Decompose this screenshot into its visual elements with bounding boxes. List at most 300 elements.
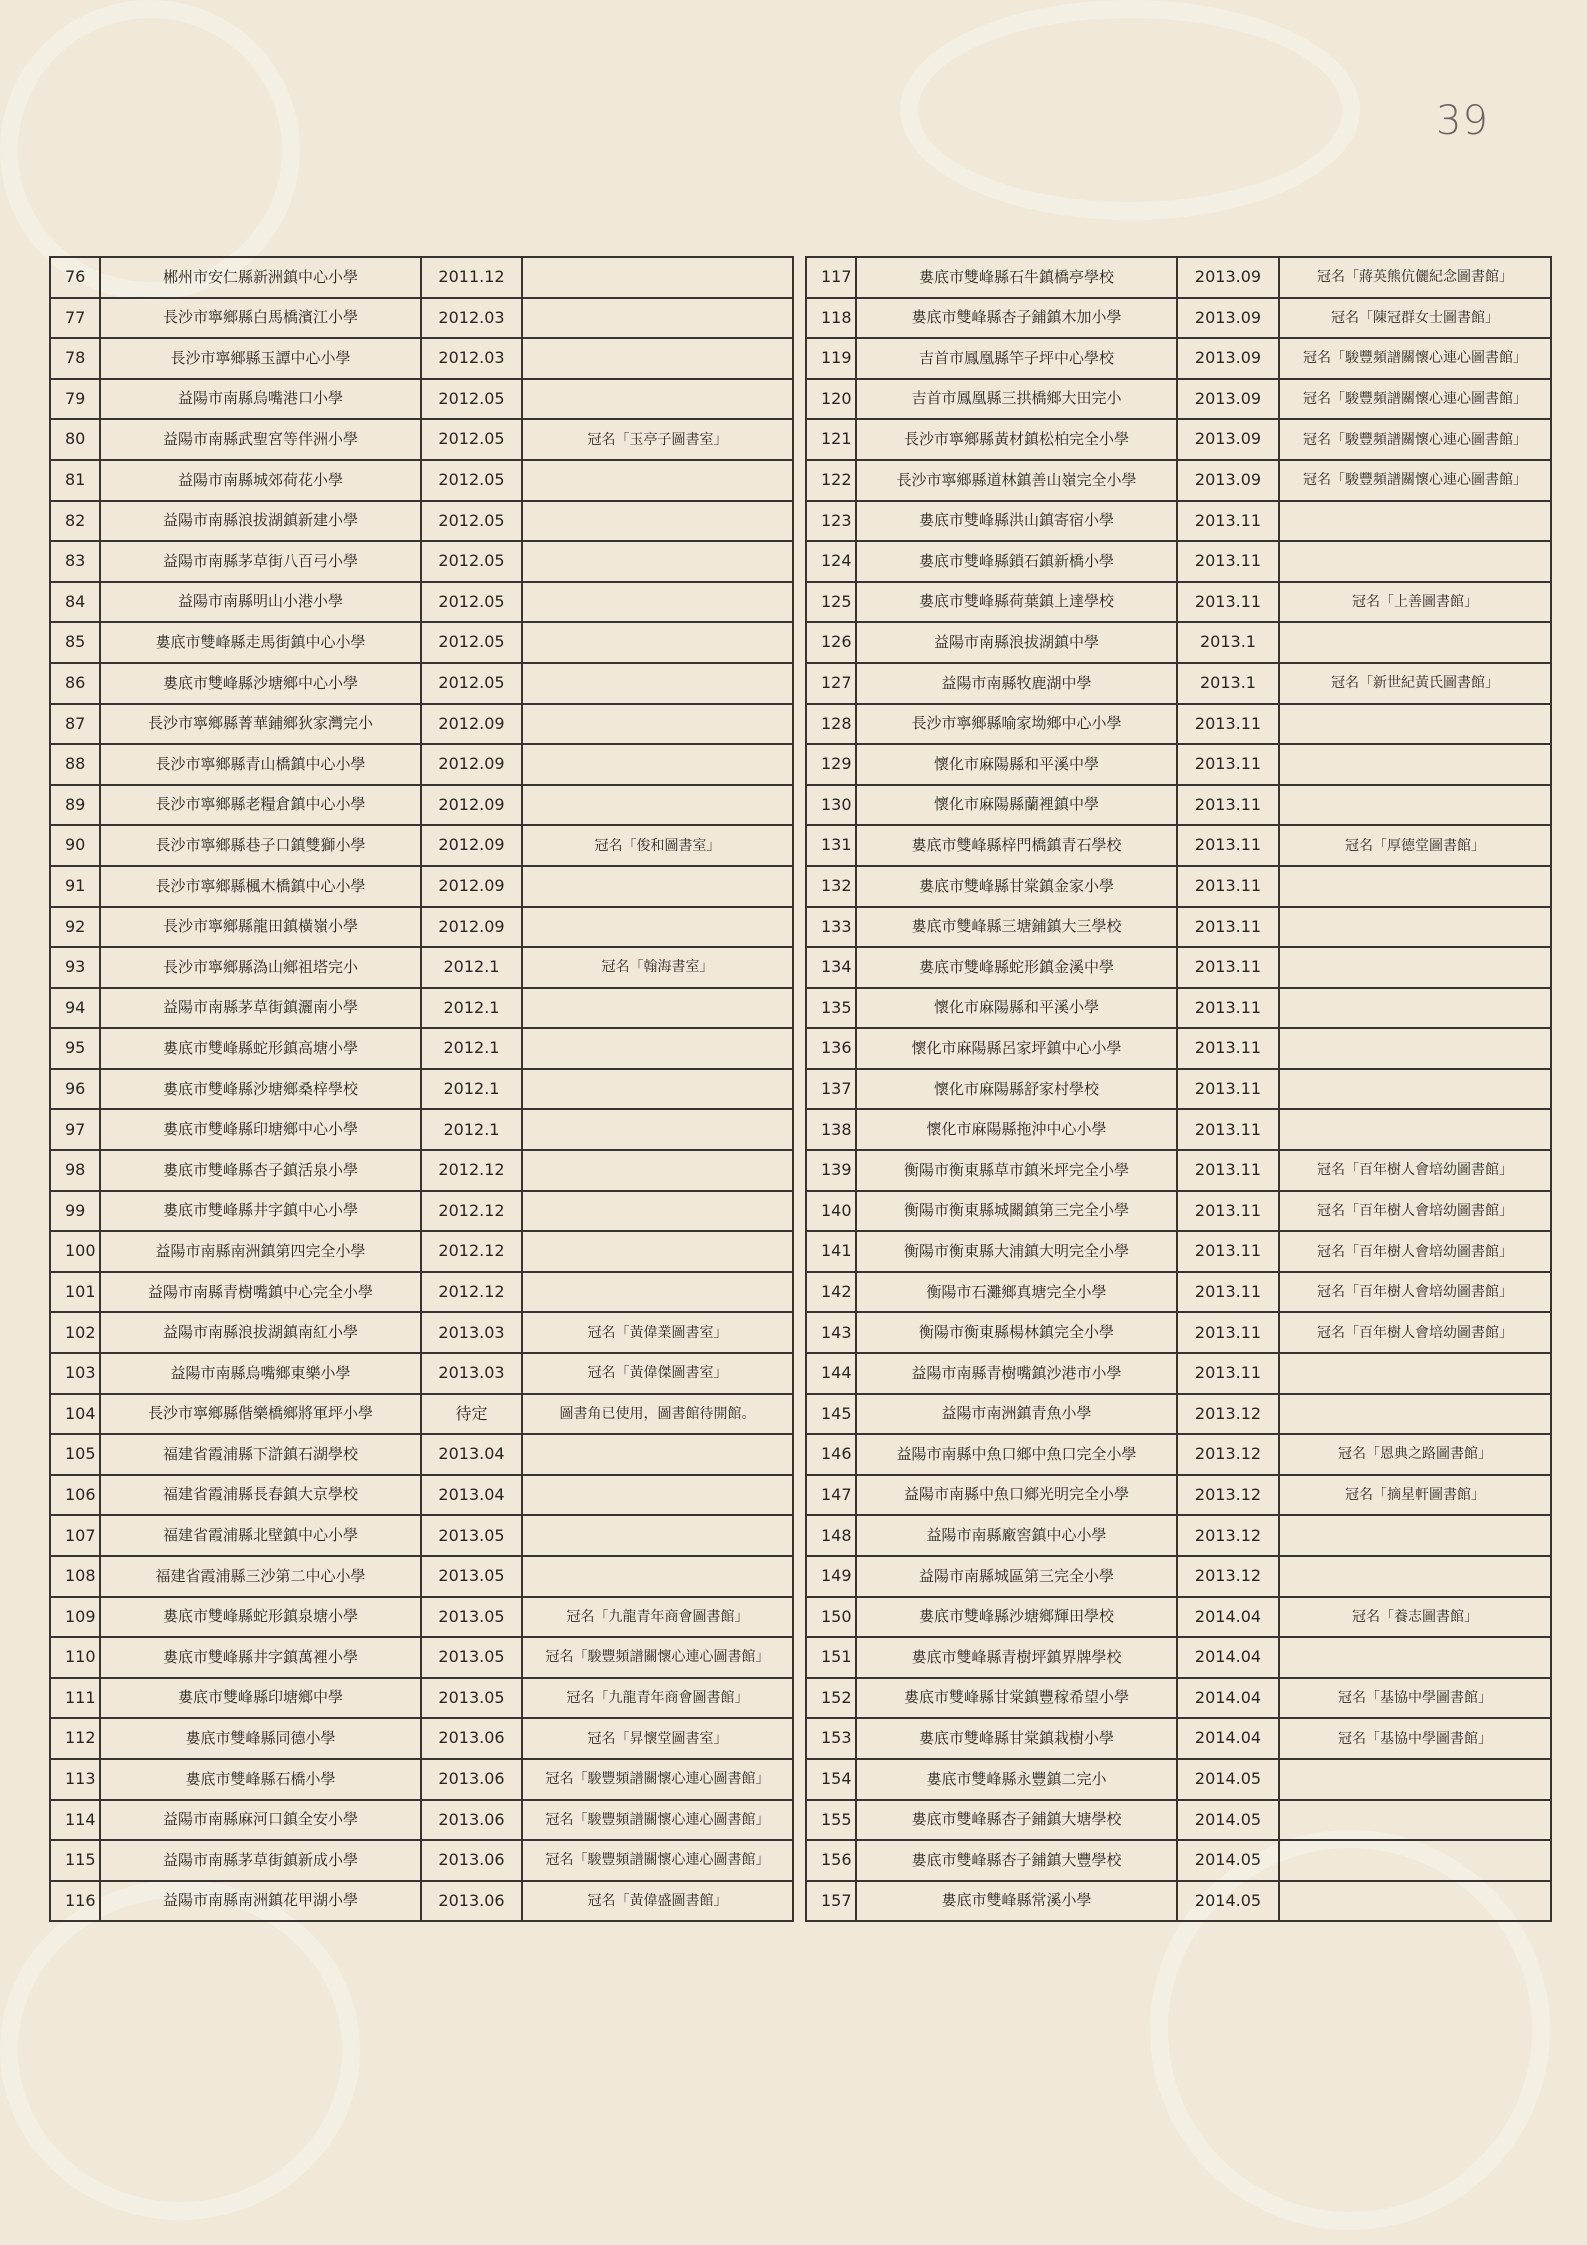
library-name: 冠名「上善圖書館」	[1279, 582, 1551, 623]
table-row	[50, 1069, 793, 1110]
row-number: 96	[50, 1069, 100, 1110]
school-name: 益陽市南縣茅草街鎮灑南小學	[100, 988, 421, 1029]
completion-date: 2012.09	[421, 785, 522, 826]
completion-date: 2012.05	[421, 541, 522, 582]
completion-date: 2012.09	[421, 704, 522, 745]
completion-date: 2012.05	[421, 663, 522, 704]
completion-date: 2012.1	[421, 988, 522, 1029]
library-name	[1279, 744, 1551, 785]
library-name	[1279, 1840, 1551, 1881]
school-name: 益陽市南縣茅草街八百弓小學	[100, 541, 421, 582]
school-list-table-left	[49, 256, 794, 1922]
table-row	[806, 1150, 1551, 1191]
row-number: 86	[50, 663, 100, 704]
completion-date: 2012.09	[421, 907, 522, 948]
completion-date: 2013.1	[1177, 622, 1279, 663]
row-number: 93	[50, 947, 100, 988]
completion-date: 2013.11	[1177, 1069, 1279, 1110]
school-list-table-right	[805, 256, 1552, 1922]
school-name: 婁底市雙峰縣鎖石鎮新橋小學	[856, 541, 1177, 582]
table-row	[50, 663, 793, 704]
completion-date: 2012.12	[421, 1272, 522, 1313]
table-row	[806, 419, 1551, 460]
library-name	[522, 907, 793, 948]
school-name: 婁底市雙峰縣走馬街鎮中心小學	[100, 622, 421, 663]
completion-date: 2012.09	[421, 744, 522, 785]
library-name	[1279, 1637, 1551, 1678]
row-number: 143	[806, 1312, 856, 1353]
row-number: 120	[806, 379, 856, 420]
completion-date: 2013.11	[1177, 825, 1279, 866]
school-name: 婁底市雙峰縣蛇形鎮泉塘小學	[100, 1597, 421, 1638]
completion-date: 2012.1	[421, 1069, 522, 1110]
completion-date: 待定	[421, 1394, 522, 1435]
row-number: 97	[50, 1109, 100, 1150]
library-name	[1279, 541, 1551, 582]
school-name: 益陽市南縣南洲鎮花甲湖小學	[100, 1881, 421, 1922]
library-name	[522, 704, 793, 745]
completion-date: 2013.12	[1177, 1556, 1279, 1597]
school-name: 長沙市寧鄉縣道林鎮善山嶺完全小學	[856, 460, 1177, 501]
completion-date: 2013.09	[1177, 298, 1279, 339]
table-row	[806, 988, 1551, 1029]
school-name: 益陽市南縣烏嘴鄉東樂小學	[100, 1353, 421, 1394]
library-name: 冠名「駿豐頻譜關懷心連心圖書館」	[1279, 338, 1551, 379]
row-number: 155	[806, 1800, 856, 1841]
school-name: 福建省霞浦縣三沙第二中心小學	[100, 1556, 421, 1597]
school-name: 長沙市寧鄉縣龍田鎮橫嶺小學	[100, 907, 421, 948]
school-name: 懷化市麻陽縣呂家坪鎮中心小學	[856, 1028, 1177, 1069]
row-number: 148	[806, 1515, 856, 1556]
completion-date: 2013.03	[421, 1353, 522, 1394]
school-name: 婁底市雙峰縣石橋小學	[100, 1759, 421, 1800]
table-row	[50, 866, 793, 907]
library-name: 冠名「黃偉傑圖書室」	[522, 1353, 793, 1394]
row-number: 87	[50, 704, 100, 745]
school-name: 福建省霞浦縣長春鎮大京學校	[100, 1475, 421, 1516]
table-row	[806, 1800, 1551, 1841]
school-name: 婁底市雙峰縣印塘鄉中學	[100, 1678, 421, 1719]
table-row	[50, 257, 793, 298]
table-row	[50, 744, 793, 785]
table-row	[50, 1109, 793, 1150]
library-name	[1279, 1069, 1551, 1110]
completion-date: 2013.09	[1177, 419, 1279, 460]
library-name	[522, 1272, 793, 1313]
school-name: 長沙市寧鄉縣溈山鄉祖塔完小	[100, 947, 421, 988]
completion-date: 2013.11	[1177, 744, 1279, 785]
completion-date: 2013.04	[421, 1475, 522, 1516]
completion-date: 2012.03	[421, 298, 522, 339]
row-number: 112	[50, 1718, 100, 1759]
library-name	[522, 1434, 793, 1475]
row-number: 109	[50, 1597, 100, 1638]
row-number: 108	[50, 1556, 100, 1597]
row-number: 136	[806, 1028, 856, 1069]
table-row	[50, 1434, 793, 1475]
table-row	[806, 1434, 1551, 1475]
table-row	[50, 825, 793, 866]
table-row	[50, 379, 793, 420]
library-name: 冠名「基協中學圖書館」	[1279, 1678, 1551, 1719]
completion-date: 2014.05	[1177, 1759, 1279, 1800]
row-number: 145	[806, 1394, 856, 1435]
library-name: 冠名「百年樹人會培幼圖書館」	[1279, 1272, 1551, 1313]
completion-date: 2013.11	[1177, 907, 1279, 948]
library-name	[522, 1556, 793, 1597]
library-name: 冠名「陳冠群女士圖書館」	[1279, 298, 1551, 339]
library-name	[522, 1150, 793, 1191]
table-row	[806, 1312, 1551, 1353]
school-name: 婁底市雙峰縣杏子鋪鎮木加小學	[856, 298, 1177, 339]
completion-date: 2013.11	[1177, 866, 1279, 907]
school-name: 長沙市寧鄉縣巷子口鎮雙獅小學	[100, 825, 421, 866]
table-row	[50, 704, 793, 745]
completion-date: 2013.11	[1177, 1312, 1279, 1353]
library-name	[522, 622, 793, 663]
school-name: 益陽市南洲鎮青魚小學	[856, 1394, 1177, 1435]
table-row	[50, 1800, 793, 1841]
table-row	[806, 1759, 1551, 1800]
school-name: 婁底市雙峰縣甘棠鎮金家小學	[856, 866, 1177, 907]
table-row	[806, 582, 1551, 623]
school-name: 益陽市南縣青樹嘴鎮中心完全小學	[100, 1272, 421, 1313]
table-row	[50, 1840, 793, 1881]
table-row	[806, 541, 1551, 582]
school-name: 懷化市麻陽縣和平溪小學	[856, 988, 1177, 1029]
school-name: 婁底市雙峰縣青樹坪鎮界牌學校	[856, 1637, 1177, 1678]
page-number: 39	[1436, 98, 1489, 144]
library-name	[522, 1191, 793, 1232]
school-name: 婁底市雙峰縣蛇形鎮金溪中學	[856, 947, 1177, 988]
row-number: 104	[50, 1394, 100, 1435]
table-row	[50, 1272, 793, 1313]
completion-date: 2013.11	[1177, 1353, 1279, 1394]
table-row	[806, 1353, 1551, 1394]
library-name	[522, 338, 793, 379]
library-name	[1279, 988, 1551, 1029]
school-name: 婁底市雙峰縣沙塘鄉桑梓學校	[100, 1069, 421, 1110]
school-name: 長沙市寧鄉縣青山橋鎮中心小學	[100, 744, 421, 785]
completion-date: 2012.1	[421, 1028, 522, 1069]
library-name	[1279, 1800, 1551, 1841]
table-row	[50, 988, 793, 1029]
completion-date: 2011.12	[421, 257, 522, 298]
table-row	[806, 1881, 1551, 1922]
school-name: 衡陽市石灘鄉真塘完全小學	[856, 1272, 1177, 1313]
row-number: 132	[806, 866, 856, 907]
row-number: 94	[50, 988, 100, 1029]
library-name: 冠名「養志圖書館」	[1279, 1597, 1551, 1638]
library-name	[522, 1515, 793, 1556]
library-name	[522, 298, 793, 339]
library-name: 冠名「百年樹人會培幼圖書館」	[1279, 1150, 1551, 1191]
completion-date: 2013.11	[1177, 947, 1279, 988]
library-name	[1279, 704, 1551, 745]
school-name: 懷化市麻陽縣蘭裡鎮中學	[856, 785, 1177, 826]
school-name: 益陽市南縣武聖宮等伴洲小學	[100, 419, 421, 460]
school-name: 郴州市安仁縣新洲鎮中心小學	[100, 257, 421, 298]
library-name: 冠名「基協中學圖書館」	[1279, 1718, 1551, 1759]
table-row	[50, 1312, 793, 1353]
completion-date: 2013.11	[1177, 988, 1279, 1029]
table-row	[806, 825, 1551, 866]
library-name: 冠名「黃偉盛圖書館」	[522, 1881, 793, 1922]
table-row	[50, 1637, 793, 1678]
school-name: 益陽市南縣中魚口鄉光明完全小學	[856, 1475, 1177, 1516]
table-row	[50, 1881, 793, 1922]
library-name	[522, 663, 793, 704]
library-name: 冠名「駿豐頻譜關懷心連心圖書館」	[522, 1637, 793, 1678]
row-number: 135	[806, 988, 856, 1029]
table-row	[806, 1191, 1551, 1232]
table-row	[50, 541, 793, 582]
school-name: 益陽市南縣浪拔湖鎮新建小學	[100, 501, 421, 542]
school-name: 懷化市麻陽縣和平溪中學	[856, 744, 1177, 785]
completion-date: 2014.04	[1177, 1718, 1279, 1759]
completion-date: 2013.04	[421, 1434, 522, 1475]
table-row	[50, 1475, 793, 1516]
table-row	[806, 1272, 1551, 1313]
table-row	[50, 1515, 793, 1556]
school-name: 婁底市雙峰縣同德小學	[100, 1718, 421, 1759]
school-name: 婁底市雙峰縣梓門橋鎮青石學校	[856, 825, 1177, 866]
table-row	[50, 1150, 793, 1191]
table-row	[806, 947, 1551, 988]
table-row	[50, 1231, 793, 1272]
table-row	[50, 1556, 793, 1597]
row-number: 89	[50, 785, 100, 826]
table-row	[806, 379, 1551, 420]
row-number: 121	[806, 419, 856, 460]
library-name: 冠名「駿豐頻譜關懷心連心圖書館」	[1279, 379, 1551, 420]
school-name: 婁底市雙峰縣印塘鄉中心小學	[100, 1109, 421, 1150]
completion-date: 2013.09	[1177, 379, 1279, 420]
row-number: 115	[50, 1840, 100, 1881]
library-name	[522, 744, 793, 785]
library-name: 冠名「新世紀黃氏圖書館」	[1279, 663, 1551, 704]
table-row	[50, 947, 793, 988]
school-name: 婁底市雙峰縣洪山鎮寄宿小學	[856, 501, 1177, 542]
school-name: 婁底市雙峰縣甘棠鎮豐稼希望小學	[856, 1678, 1177, 1719]
completion-date: 2013.09	[1177, 257, 1279, 298]
row-number: 76	[50, 257, 100, 298]
row-number: 99	[50, 1191, 100, 1232]
table-row	[806, 704, 1551, 745]
library-name: 冠名「俊和圖書室」	[522, 825, 793, 866]
completion-date: 2013.12	[1177, 1475, 1279, 1516]
row-number: 103	[50, 1353, 100, 1394]
library-name: 冠名「駿豐頻譜關懷心連心圖書館」	[522, 1840, 793, 1881]
completion-date: 2012.12	[421, 1231, 522, 1272]
table-row	[50, 582, 793, 623]
row-number: 154	[806, 1759, 856, 1800]
table-row	[50, 298, 793, 339]
school-name: 婁底市雙峰縣杏子鎮活泉小學	[100, 1150, 421, 1191]
completion-date: 2012.1	[421, 1109, 522, 1150]
completion-date: 2013.11	[1177, 541, 1279, 582]
row-number: 140	[806, 1191, 856, 1232]
row-number: 139	[806, 1150, 856, 1191]
school-name: 婁底市雙峰縣永豐鎮二完小	[856, 1759, 1177, 1800]
library-name	[1279, 1556, 1551, 1597]
row-number: 105	[50, 1434, 100, 1475]
completion-date: 2012.12	[421, 1150, 522, 1191]
row-number: 82	[50, 501, 100, 542]
table-row	[50, 1678, 793, 1719]
school-name: 吉首市鳳凰縣竿子坪中心學校	[856, 338, 1177, 379]
library-name	[522, 582, 793, 623]
completion-date: 2012.05	[421, 460, 522, 501]
completion-date: 2013.12	[1177, 1434, 1279, 1475]
row-number: 144	[806, 1353, 856, 1394]
library-name	[522, 541, 793, 582]
school-name: 婁底市雙峰縣井字鎮萬裡小學	[100, 1637, 421, 1678]
table-row	[806, 298, 1551, 339]
row-number: 95	[50, 1028, 100, 1069]
row-number: 152	[806, 1678, 856, 1719]
school-name: 益陽市南縣浪拔湖鎮南紅小學	[100, 1312, 421, 1353]
row-number: 126	[806, 622, 856, 663]
completion-date: 2012.12	[421, 1191, 522, 1232]
row-number: 84	[50, 582, 100, 623]
library-name	[1279, 947, 1551, 988]
school-name: 衡陽市衡東縣大浦鎮大明完全小學	[856, 1231, 1177, 1272]
row-number: 127	[806, 663, 856, 704]
table-row	[50, 1191, 793, 1232]
school-name: 婁底市雙峰縣沙塘鄉輝田學校	[856, 1597, 1177, 1638]
completion-date: 2013.11	[1177, 785, 1279, 826]
row-number: 91	[50, 866, 100, 907]
row-number: 102	[50, 1312, 100, 1353]
table-row	[806, 1678, 1551, 1719]
school-name: 益陽市南縣南洲鎮第四完全小學	[100, 1231, 421, 1272]
library-name: 冠名「駿豐頻譜關懷心連心圖書館」	[522, 1800, 793, 1841]
completion-date: 2013.11	[1177, 582, 1279, 623]
school-name: 婁底市雙峰縣沙塘鄉中心小學	[100, 663, 421, 704]
background-decoration	[900, 0, 1360, 220]
row-number: 131	[806, 825, 856, 866]
table-row	[50, 338, 793, 379]
completion-date: 2013.09	[1177, 460, 1279, 501]
table-row	[50, 1597, 793, 1638]
library-name	[1279, 1881, 1551, 1922]
table-row	[806, 1840, 1551, 1881]
school-name: 益陽市南縣城郊荷花小學	[100, 460, 421, 501]
row-number: 150	[806, 1597, 856, 1638]
library-name	[1279, 1353, 1551, 1394]
table-row	[806, 866, 1551, 907]
library-name	[1279, 1394, 1551, 1435]
school-name: 益陽市南縣牧鹿湖中學	[856, 663, 1177, 704]
school-name: 益陽市南縣浪拔湖鎮中學	[856, 622, 1177, 663]
table-row	[806, 257, 1551, 298]
completion-date: 2013.06	[421, 1881, 522, 1922]
row-number: 111	[50, 1678, 100, 1719]
row-number: 106	[50, 1475, 100, 1516]
school-name: 衡陽市衡東縣城關鎮第三完全小學	[856, 1191, 1177, 1232]
row-number: 124	[806, 541, 856, 582]
table-row	[50, 785, 793, 826]
library-name	[1279, 622, 1551, 663]
background-decoration	[0, 1880, 360, 2220]
school-name: 婁底市雙峰縣三塘鋪鎮大三學校	[856, 907, 1177, 948]
school-name: 益陽市南縣麻河口鎮全安小學	[100, 1800, 421, 1841]
library-name: 冠名「駿豐頻譜關懷心連心圖書館」	[522, 1759, 793, 1800]
row-number: 85	[50, 622, 100, 663]
library-name: 冠名「恩典之路圖書館」	[1279, 1434, 1551, 1475]
completion-date: 2012.05	[421, 622, 522, 663]
table-row	[50, 501, 793, 542]
table-row	[806, 1109, 1551, 1150]
library-name	[1279, 1759, 1551, 1800]
completion-date: 2013.11	[1177, 1150, 1279, 1191]
row-number: 138	[806, 1109, 856, 1150]
table-row	[50, 1353, 793, 1394]
library-name: 冠名「翰海書室」	[522, 947, 793, 988]
school-name: 益陽市南縣青樹嘴鎮沙港市小學	[856, 1353, 1177, 1394]
school-name: 婁底市雙峰縣荷葉鎮上達學校	[856, 582, 1177, 623]
row-number: 153	[806, 1718, 856, 1759]
school-name: 益陽市南縣明山小港小學	[100, 582, 421, 623]
row-number: 110	[50, 1637, 100, 1678]
table-row	[50, 1718, 793, 1759]
table-row	[806, 1718, 1551, 1759]
library-name	[522, 501, 793, 542]
completion-date: 2013.03	[421, 1312, 522, 1353]
library-name	[522, 1475, 793, 1516]
library-name	[1279, 1109, 1551, 1150]
school-name: 長沙市寧鄉縣菁華鋪鄉狄家灣完小	[100, 704, 421, 745]
table-row	[806, 785, 1551, 826]
row-number: 77	[50, 298, 100, 339]
row-number: 141	[806, 1231, 856, 1272]
library-name	[1279, 1028, 1551, 1069]
row-number: 156	[806, 1840, 856, 1881]
completion-date: 2012.05	[421, 582, 522, 623]
library-name	[522, 1109, 793, 1150]
row-number: 122	[806, 460, 856, 501]
row-number: 123	[806, 501, 856, 542]
library-name	[1279, 866, 1551, 907]
completion-date: 2014.05	[1177, 1881, 1279, 1922]
table-row	[806, 1231, 1551, 1272]
table-row	[806, 501, 1551, 542]
completion-date: 2012.09	[421, 866, 522, 907]
school-name: 益陽市南縣廠窖鎮中心小學	[856, 1515, 1177, 1556]
row-number: 134	[806, 947, 856, 988]
school-name: 婁底市雙峰縣井字鎮中心小學	[100, 1191, 421, 1232]
row-number: 146	[806, 1434, 856, 1475]
completion-date: 2013.06	[421, 1800, 522, 1841]
school-name: 長沙市寧鄉縣老糧倉鎮中心小學	[100, 785, 421, 826]
completion-date: 2013.11	[1177, 501, 1279, 542]
school-name: 福建省霞浦縣北壁鎮中心小學	[100, 1515, 421, 1556]
completion-date: 2013.11	[1177, 1191, 1279, 1232]
library-name	[522, 1231, 793, 1272]
table-row	[806, 1475, 1551, 1516]
school-name: 益陽市南縣烏嘴港口小學	[100, 379, 421, 420]
table-row	[806, 663, 1551, 704]
library-name: 冠名「百年樹人會培幼圖書館」	[1279, 1312, 1551, 1353]
table-row	[50, 460, 793, 501]
row-number: 137	[806, 1069, 856, 1110]
row-number: 90	[50, 825, 100, 866]
row-number: 113	[50, 1759, 100, 1800]
table-row	[50, 1028, 793, 1069]
completion-date: 2013.06	[421, 1759, 522, 1800]
table-row	[806, 744, 1551, 785]
